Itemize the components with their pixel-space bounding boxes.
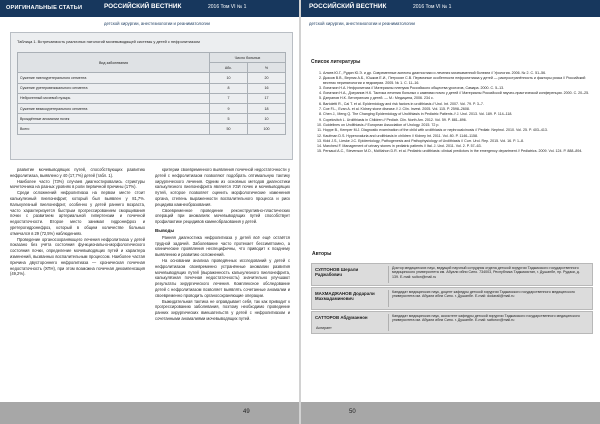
- author-card: [311, 263, 593, 286]
- table-cell-name: Врождённые аномалии почек: [18, 114, 210, 124]
- text-column-left: [10, 167, 145, 277]
- reference-item: 4. Лопаткин Н.А., Дзеранов Н.К. Тактика лечения больных с камнями почек у детей // Материалы Российской научно-практической конференции. 2000. С. 20–25.: [323, 91, 597, 95]
- table-panel: [10, 32, 293, 160]
- table-cell-pct: 20: [248, 73, 286, 83]
- author-divider: [388, 314, 389, 331]
- reference-item: 6. Bartoletti R., Cai T. et al. Epidemiology and risk factors in urolithiasis // Urol. Int. 2007. Vol. 79. P. 3–7.: [323, 102, 597, 106]
- table-cell-name: Сужение пиелоуретерального сегмента: [18, 73, 210, 83]
- header-bar: [301, 0, 600, 17]
- table-cell-abs: 5: [210, 114, 248, 124]
- author-name: САТТОРОВ Абдуманнон: [315, 315, 368, 320]
- journal-issue: 2016 Том VI № 1: [413, 4, 452, 10]
- paragraph: Наиболее часто (73%) случаев диагностировались стриктуры мочеточника на разных уровнях в роли первичной причины (17%).: [10, 178, 145, 190]
- reference-item: 15. Persaud A.C., Stevenson M.D., McMahon D.R. et al. Pediatric urolithiasis: clinical predictors in the emergency department // Pediatrics. 2009. Vol. 124. P. 888–894.: [323, 149, 597, 153]
- table-cell-pct: 10: [248, 114, 286, 124]
- table-cell-name: Всего: [18, 124, 210, 134]
- paragraph: Выжидательная тактика не оправдывает себя, так как приводит к прогрессированию заболевания, поэтому необходимо проведение ранних хирургических вмешательств у детей с нефролитиазом и сочетанными аномалиями мочевыводящих путей.: [155, 298, 290, 321]
- header-bar: [96, 0, 299, 17]
- table-cell-abs: 7: [210, 93, 248, 103]
- page-number: 49: [243, 409, 250, 415]
- diagnosis-table: [17, 52, 286, 135]
- table-cell-abs: 9: [210, 103, 248, 113]
- page-number: 50: [349, 409, 356, 415]
- reference-item: 7. Coe F.L., Evan A. et al. Kidney stone disease // J. Clin. Invest. 2005. Vol. 115. P. 2598–2608.: [323, 107, 597, 111]
- table-row: [18, 83, 286, 93]
- author-divider: [388, 290, 389, 307]
- table-cell-pct: 100: [248, 124, 286, 134]
- paragraph: Проведение органосохраняющего лечения нефролитиаза у детей показано без учёта состояния функционально-морфологического состояния почки, определение мочевыводящих путей и характера изменений, вызванных воспалительным процессом. Наиболее частая причина двустороннего нефролитиаза — хроническая почечная недостаточность (ХПН), при этом возможна почечная декомпенсация (49,2%).: [10, 236, 145, 277]
- author-info: Кандидат медицинских наук, ассистент кафедры детской хирургии Таджикского государственного медицинского университета им. Абуали ибни Сино. г. Душанбе. E-mail: sattorov@mail.ru: [392, 314, 580, 323]
- conclusions-heading: Выводы: [155, 227, 175, 233]
- reference-item: 9. Copelovitch L. Urolithiasis in Children // Pediatr. Clin. North Am. 2012. Vol. 59. P. 881–896.: [323, 118, 597, 122]
- author-info: Доктор медицинских наук, ведущий научный сотрудник отдела детской хирургии Таджикского государственного медицинского университета им. Абуали ибни Сино. 734003, Республика Таджикистан, г. Душанбе, пр. Рудаки, д. 139. E-mail: sulton@mail.ru: [392, 266, 580, 279]
- paragraph: развитие мочевыводящих путей, способствующих развитию нефролитиаза, выявлено у 40 (17,7%) детей (табл. 1).: [10, 167, 145, 178]
- journal-issue: 2016 Том VI № 1: [208, 4, 247, 10]
- literature-heading: Список литературы: [311, 59, 361, 65]
- reference-item: 8. Chen J., Meng Q. The Changing Epidemiology of Urolithiasis in Pediatric Patients // J. Urol. 2013. Vol. 189. P. 114–118.: [323, 112, 597, 116]
- table-header-group: Число больных: [210, 53, 286, 63]
- journal-name: РОССИЙСКИЙ ВЕСТНИК: [104, 3, 182, 10]
- reference-item: 13. Kidd J.S., Lieske J.C. Epidemiology, Pathogenesis and Pathophysiology of Urolithiasis // Curr. Urol. Rep. 2015. Vol. 16. P. 1–8.: [323, 139, 597, 143]
- right-page: [301, 0, 600, 424]
- author-divider: [388, 266, 389, 283]
- author-name: СУЛТОНОВ Шерали Раджабович: [315, 267, 359, 277]
- reference-item: 3. Лопаткин Н.А. Нефролитиаз // Материалы пленума Российского общества урологов, Самара. 2000. С. 5–13.: [323, 86, 597, 90]
- table-row: [18, 93, 286, 103]
- reference-item: 10. Guidelines on Urolithiasis // European Association of Urology. 2015. 72 p.: [323, 123, 597, 127]
- table-cell-pct: 17: [248, 93, 286, 103]
- reference-item: 11. Hoppe B., Kemper M.J. Diagnostic examination of the child with urolithiasis or nephrocalcinosis // Pediatr. Nephrol. 2010. Vol. 25. P. 403–413.: [323, 128, 597, 132]
- author-card: [311, 287, 593, 310]
- paragraph: На основании анализа проведённых исследований у детей с нефролитиазом своевременно устранённые аномалии развития мочевыводящих путей (выраженность калькулезного пиелонефрита, калькулёзная почечная недостаточность) значительно улучшают результаты хирургического лечения. Комплексное обследование детей с нефролитиазом позволяет выявлять сочетанные аномалии и своевременно проводить органосохраняющие операции.: [155, 257, 290, 298]
- journal-subtitle: детской хирургии, анестезиологии и реаниматологии: [309, 21, 415, 26]
- reference-item: 12. Kaufman D.S. Hyperoxaluria and urolithiasis in children // Kidney Int. 2011. Vol. 80. P. 1146–1158.: [323, 134, 597, 138]
- table-row: [18, 73, 286, 83]
- reference-list: [315, 71, 597, 155]
- table-cell-abs: 8: [210, 83, 248, 93]
- left-page: [0, 0, 299, 424]
- paragraph: Ранняя диагностика нефролитиаза у детей всё ещё остаётся трудной задачей. Заболевание часто протекает бессимптомно, а клинические проявления неспецифичны, что приводит к позднему выявлению и развитию осложнений.: [155, 234, 290, 258]
- table-cell-abs: 10: [210, 73, 248, 83]
- authors-heading: Авторы: [312, 251, 332, 257]
- table-row: [18, 114, 286, 124]
- table-row: [18, 103, 286, 113]
- table-cell-abs: 50: [210, 124, 248, 134]
- author-name: МАХМАДЖАНОВ Додарали Махмадаминович: [315, 291, 375, 301]
- table-cell-name: Сужение уретеровезикального сегмента: [18, 83, 210, 93]
- table-header-pct: %: [248, 63, 286, 73]
- footer-bar: [0, 402, 299, 424]
- author-card: [311, 311, 593, 334]
- journal-subtitle: детской хирургии, анестезиологии и реаниматологии: [104, 21, 210, 26]
- journal-name: РОССИЙСКИЙ ВЕСТНИК: [309, 3, 387, 10]
- reference-item: 2. Дьяков В.В., Верник А.Б., Юшков Е.И., Петросян С.В. Первичные особенности нефролитиаза у детей — распространённость и факторы риска // Российский вестник перинатологии и педиатрии. 2005. № 1. С. 11–16.: [323, 76, 597, 85]
- section-title: ОРИГИНАЛЬНЫЕ СТАТЬИ: [0, 0, 96, 17]
- author-info: Кандидат медицинских наук, доцент кафедры детской хирургии Таджикского государственного медицинского университета им. Абуали ибни Сино. г. Душанбе. E-mail: dodarali@mail.ru: [392, 290, 575, 299]
- table-cell-pct: 16: [248, 83, 286, 93]
- paragraph: критерии своевременного выявления почечной недостаточности у детей с нефролитиазом позволяют подобрать оптимальную тактику хирургического лечения. Одним из основных методов диагностики калькулезного пиелонефрита является УЗИ почек и мочевыводящих путей, которое позволяет оценить морфологические изменения органа, степень выраженности воспалительного процесса и риск рецидива камнеобразования.: [155, 167, 290, 207]
- table-header-abs: Абс.: [210, 63, 248, 73]
- reference-item: 5. Дзеранов Н.К. Литотрипсия у детей. — М.: Медицина, 2006. 234 с.: [323, 96, 597, 100]
- paragraph: Среди осложнений нефролитиаза на первом месте стоит калькулезный пиелонефрит, который был выявлен у 81,7%. Калькулезный пиелонефрит, особенно у детей раннего возраста, часто характеризуется быстрым прогрессированием сморщивания почки с развитием артериальной гипертензии и почечной недостаточности. Второе место занимал гидронефроз и уретерогидронефроз, который в общем количестве больных отмечался в 29 (72,5%) наблюдениях.: [10, 190, 145, 236]
- reference-item: 1. Аляев Ю.Г., Рудин Ю.Э. и др. Современные аспекты диагностики и лечения мочекаменной болезни // Урология. 2006. № 2. С. 51–56.: [323, 71, 597, 75]
- table-header-diagnosis: Вид заболевания: [18, 53, 210, 73]
- paragraph: Своевременное проведение реконструктивно-пластических операций при аномалиях мочевыводящих путей способствует профилактике рецидивов камнеобразования у детей.: [155, 207, 290, 225]
- table-cell-name: Сужение везикоуретерального сегмента: [18, 103, 210, 113]
- reference-item: 14. Marchesi F. Management of urinary stones in pediatric patients // Ital. J. Urol. 2011. Vol. 2. P. 57–63.: [323, 144, 597, 148]
- footer-bar: [301, 402, 600, 424]
- table-cell-pct: 18: [248, 103, 286, 113]
- author-role: Аспирант: [316, 326, 332, 330]
- table-cell-name: Нейрогенный мочевой пузырь: [18, 93, 210, 103]
- table-title: Таблица 1. Встречаемость различных патологий мочевыводящей системы у детей с нефролитиазом: [17, 39, 200, 44]
- table-row-total: [18, 124, 286, 134]
- text-column-right: [155, 167, 290, 322]
